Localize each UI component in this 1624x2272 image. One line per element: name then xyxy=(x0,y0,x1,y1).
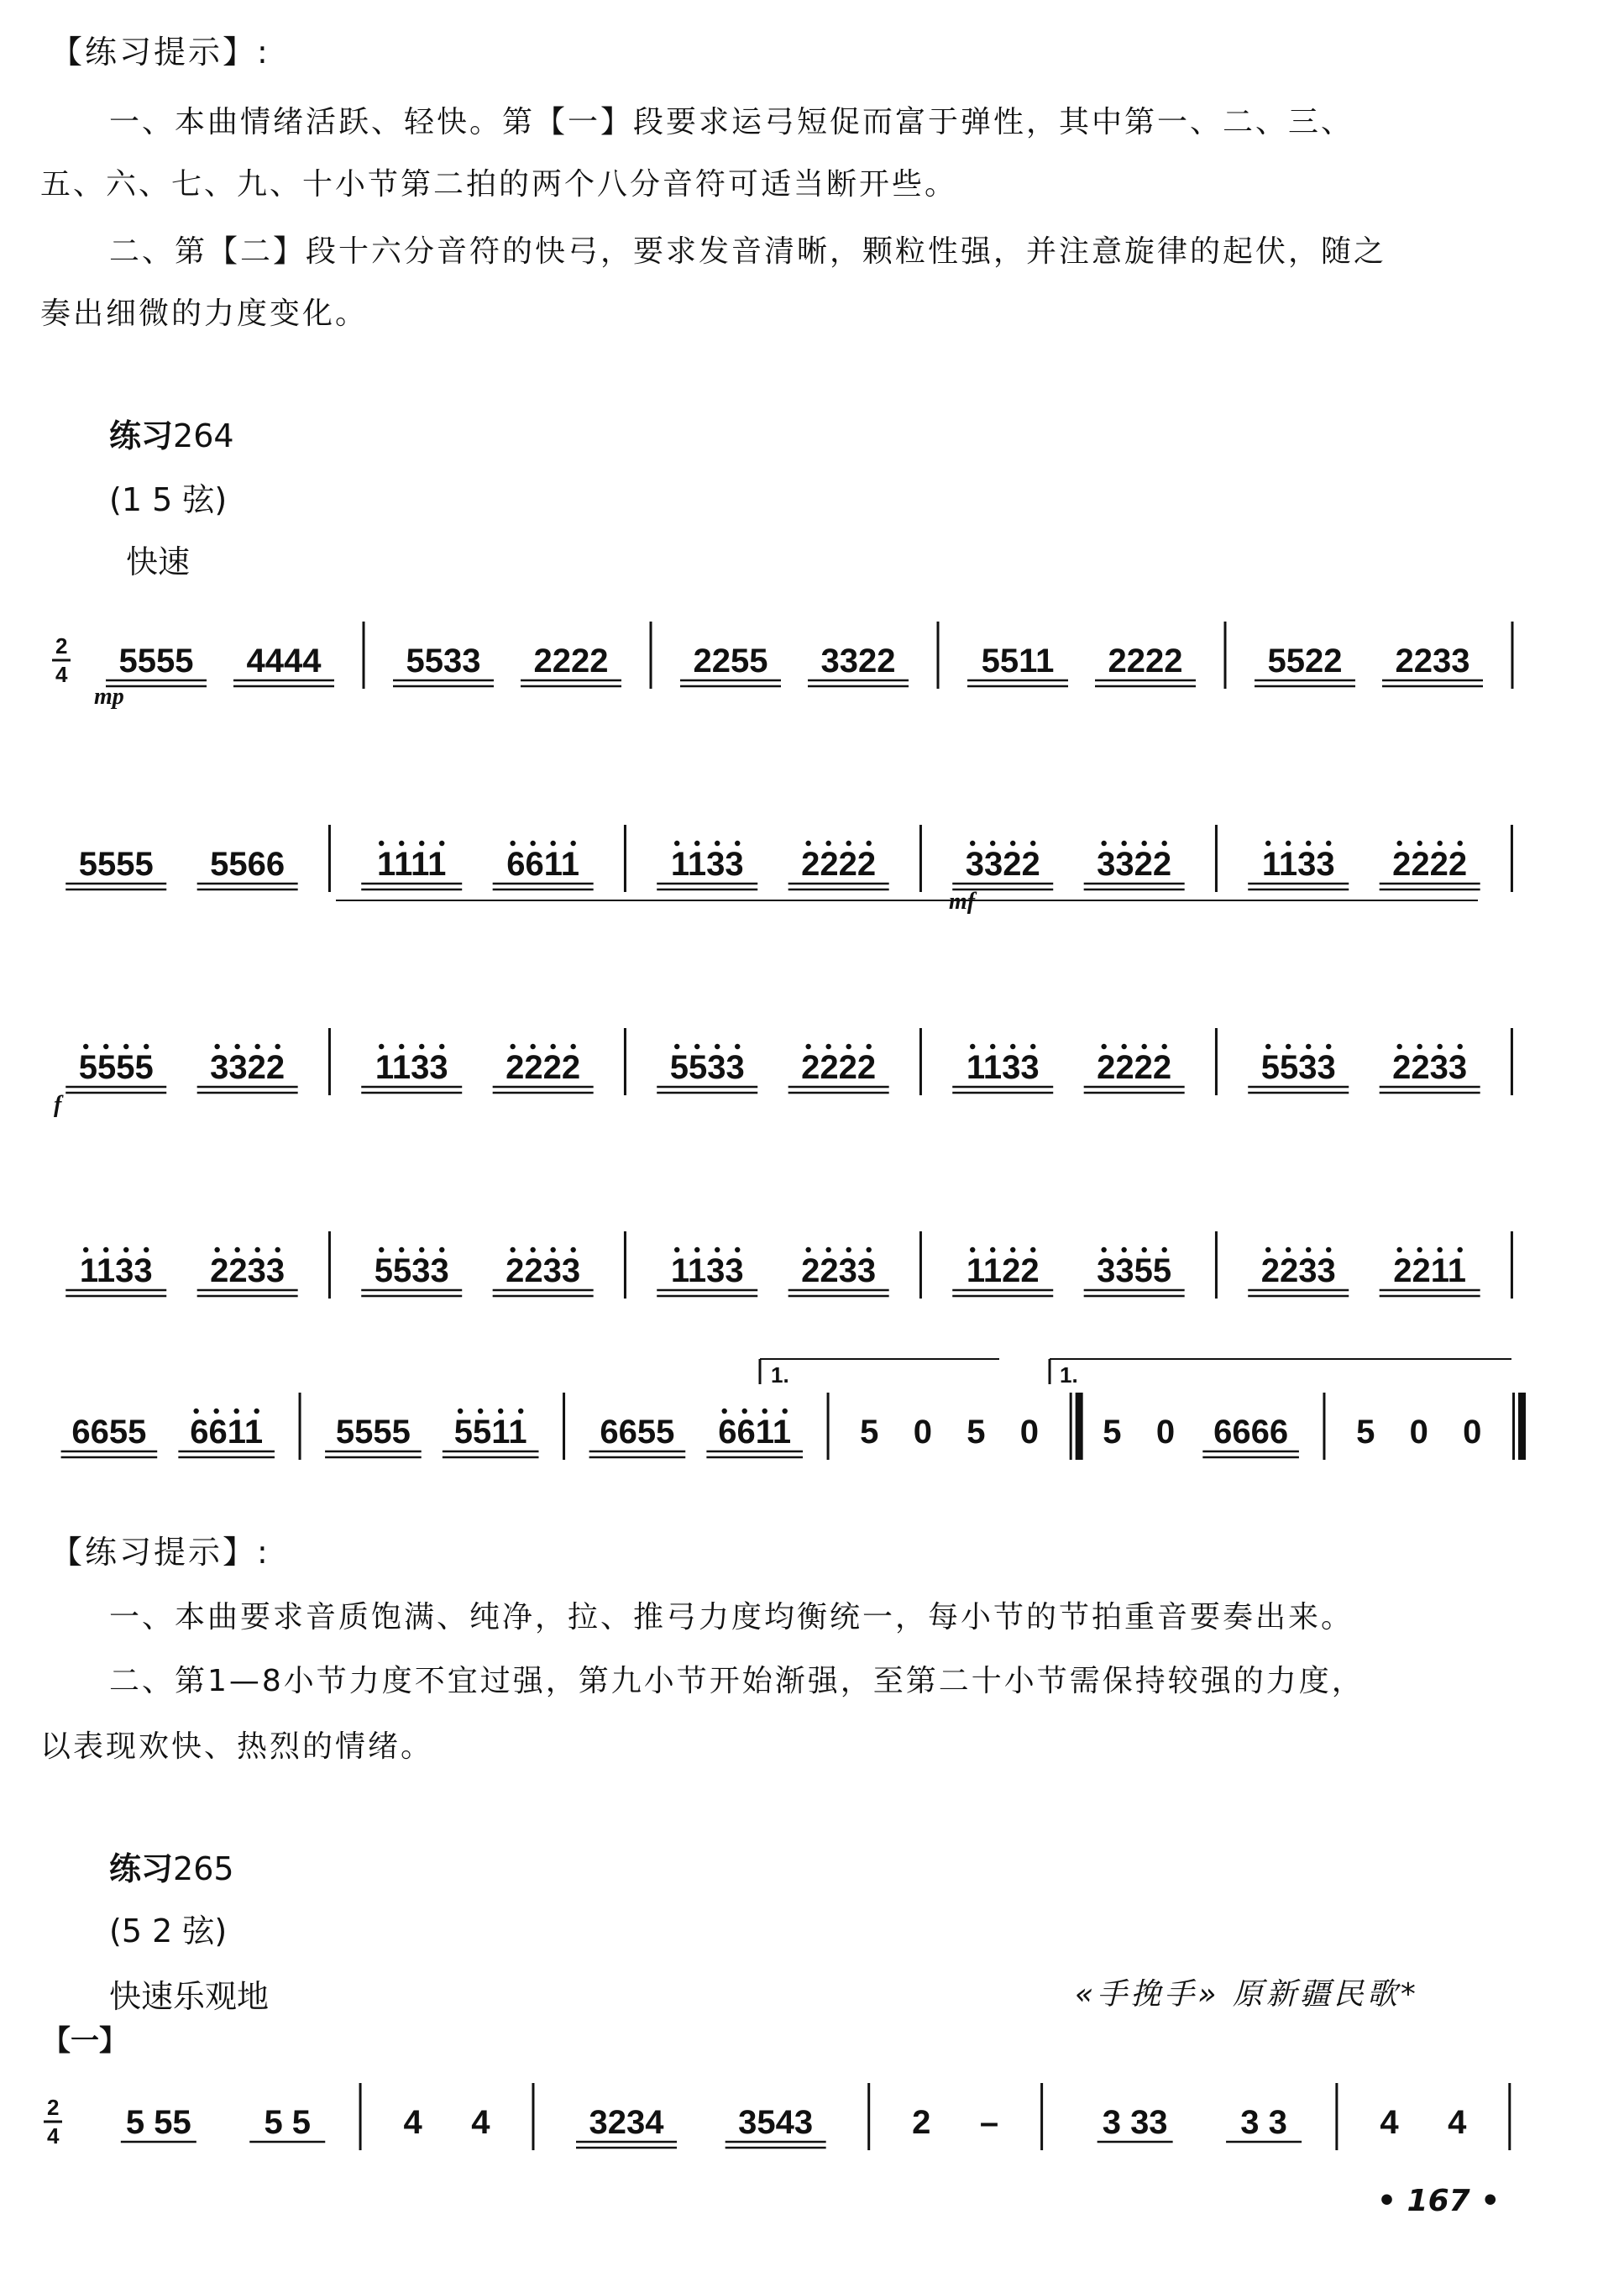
svg-text:2233: 2233 xyxy=(1260,1252,1336,1289)
svg-text:2222: 2222 xyxy=(801,1049,877,1086)
svg-text:6655: 6655 xyxy=(600,1414,675,1451)
note-group xyxy=(912,2104,930,2141)
svg-text:1133: 1133 xyxy=(966,1049,1040,1086)
note-group xyxy=(197,1247,298,1296)
note-group xyxy=(657,1044,757,1093)
svg-text:5: 5 xyxy=(1356,1414,1375,1451)
note-group xyxy=(1095,643,1196,686)
dynamic-mp: mp xyxy=(94,684,124,710)
note-group xyxy=(788,841,889,889)
svg-text:6611: 6611 xyxy=(190,1414,264,1451)
note-group xyxy=(860,1414,878,1451)
svg-text:3355: 3355 xyxy=(1097,1252,1172,1289)
svg-text:5511: 5511 xyxy=(981,643,1055,680)
note-group xyxy=(1202,1414,1299,1457)
score-row-5 xyxy=(0,1351,1624,1502)
string-indication: (5 2 弦) xyxy=(109,1913,228,1949)
svg-text:5511: 5511 xyxy=(453,1414,527,1451)
hint-paragraph: 奏出细微的力度变化。 xyxy=(40,296,369,331)
svg-text:1.: 1. xyxy=(771,1362,789,1388)
dynamic-f: f xyxy=(54,1092,62,1118)
svg-text:4: 4 xyxy=(471,2104,490,2141)
source-credit: «手挽手» 原新疆民歌* xyxy=(1075,1977,1419,2012)
svg-text:3 3: 3 3 xyxy=(1240,2104,1287,2141)
svg-text:0: 0 xyxy=(913,1414,932,1451)
svg-text:5555: 5555 xyxy=(78,846,154,883)
note-group xyxy=(589,1414,686,1457)
note-group xyxy=(471,2104,490,2141)
dynamic-mf: mf xyxy=(949,889,976,915)
hint-paragraph: 一、本曲情绪活跃、轻快。第【一】段要求运弓短促而富于弹性，其中第一、二、三、 xyxy=(109,105,1354,139)
svg-text:5555: 5555 xyxy=(118,643,194,680)
note-group xyxy=(233,643,334,686)
note-group xyxy=(65,1247,166,1296)
note-group xyxy=(967,1414,985,1451)
svg-text:5555: 5555 xyxy=(335,1414,411,1451)
note-group xyxy=(1410,1414,1428,1451)
hint-paragraph: 五、六、七、九、十小节第二拍的两个八分音符可适当断开些。 xyxy=(40,167,958,202)
hint-paragraph: 二、第【二】段十六分音符的快弓，要求发音清晰，颗粒性强，并注意旋律的起伏，随之 xyxy=(109,234,1387,269)
note-group xyxy=(1156,1414,1175,1451)
note-group xyxy=(1084,841,1185,889)
svg-text:2222: 2222 xyxy=(533,643,609,680)
note-group xyxy=(1463,1414,1481,1451)
svg-text:5533: 5533 xyxy=(406,643,481,680)
svg-text:5522: 5522 xyxy=(1267,643,1343,680)
note-group xyxy=(1380,1044,1480,1093)
svg-text:1133: 1133 xyxy=(670,846,744,883)
svg-text:4: 4 xyxy=(55,662,68,687)
svg-text:1122: 1122 xyxy=(966,1252,1040,1289)
note-group xyxy=(361,1247,462,1296)
svg-text:3322: 3322 xyxy=(820,643,896,680)
svg-text:5 55: 5 55 xyxy=(125,2104,191,2141)
section-marker: 【一】 xyxy=(42,2024,128,2058)
note-group xyxy=(914,1414,932,1451)
hint-paragraph: 以表现欢快、热烈的情绪。 xyxy=(40,1729,434,1764)
svg-text:2233: 2233 xyxy=(1392,1049,1468,1086)
exercise-title: 练习265 xyxy=(109,1850,234,1887)
svg-text:5533: 5533 xyxy=(1260,1049,1336,1086)
note-group xyxy=(1098,2104,1173,2142)
svg-text:0: 0 xyxy=(1155,1414,1176,1451)
score-row-265 xyxy=(0,2049,1624,2167)
score-row-2 xyxy=(0,783,1624,926)
note-group xyxy=(1248,841,1349,889)
volta-2 xyxy=(1050,1359,1511,1388)
note-group xyxy=(680,643,781,686)
svg-text:3322: 3322 xyxy=(1097,846,1172,883)
svg-text:4: 4 xyxy=(1380,2104,1399,2141)
score-row-3 xyxy=(0,986,1624,1129)
hint-paragraph: 二、第1—8小节力度不宜过强，第九小节开始渐强，至第二十小节需保持较强的力度， xyxy=(109,1664,1365,1698)
svg-text:0: 0 xyxy=(1409,1414,1428,1451)
time-signature xyxy=(52,633,71,687)
note-group xyxy=(1084,1247,1185,1296)
note-group xyxy=(967,643,1068,686)
svg-text:5533: 5533 xyxy=(374,1252,449,1289)
svg-text:4444: 4444 xyxy=(246,643,322,680)
svg-text:6611: 6611 xyxy=(506,846,580,883)
note-group xyxy=(1380,841,1480,889)
note-group xyxy=(178,1409,275,1457)
svg-text:1133: 1133 xyxy=(79,1252,153,1289)
svg-text:2211: 2211 xyxy=(1393,1252,1467,1289)
note-group xyxy=(980,2104,998,2141)
svg-text:2222: 2222 xyxy=(1108,643,1183,680)
note-group xyxy=(361,1044,462,1093)
note-group xyxy=(808,643,909,686)
svg-text:2233: 2233 xyxy=(1395,643,1470,680)
svg-text:5566: 5566 xyxy=(210,846,286,883)
svg-text:6655: 6655 xyxy=(71,1414,147,1451)
svg-text:1133: 1133 xyxy=(1261,846,1335,883)
svg-text:4: 4 xyxy=(403,2104,422,2141)
note-group xyxy=(952,1247,1053,1296)
svg-text:2233: 2233 xyxy=(210,1252,286,1289)
svg-text:6611: 6611 xyxy=(718,1414,792,1451)
note-group xyxy=(521,643,621,686)
note-group xyxy=(106,643,207,686)
note-group xyxy=(1380,1247,1480,1296)
note-group xyxy=(788,1247,889,1296)
note-group xyxy=(576,2104,677,2148)
svg-text:2222: 2222 xyxy=(506,1049,581,1086)
svg-text:3322: 3322 xyxy=(965,846,1040,883)
note-group xyxy=(1226,2104,1302,2142)
note-group xyxy=(443,1409,539,1457)
note-group xyxy=(493,841,594,889)
score-row-1 xyxy=(0,580,1624,722)
svg-text:3543: 3543 xyxy=(738,2104,814,2141)
note-group xyxy=(65,1044,166,1093)
note-group xyxy=(393,643,494,686)
note-group xyxy=(1020,1414,1039,1451)
volta-1 xyxy=(760,1359,999,1388)
hint-paragraph: 一、本曲要求音质饱满、纯净，拉、推弓力度均衡统一，每小节的节拍重音要奏出来。 xyxy=(109,1600,1354,1634)
note-group xyxy=(1084,1044,1185,1093)
note-group xyxy=(1248,1247,1349,1296)
svg-text:5: 5 xyxy=(860,1414,879,1451)
svg-text:2233: 2233 xyxy=(506,1252,581,1289)
note-group xyxy=(121,2104,196,2142)
svg-text:3 33: 3 33 xyxy=(1102,2104,1168,2141)
note-group xyxy=(61,1414,158,1457)
practice-hint-title: 【练习提示】: xyxy=(50,34,270,71)
note-group xyxy=(657,1247,757,1296)
note-group xyxy=(1103,1414,1121,1451)
string-indication: (1 5 弦) xyxy=(109,481,228,518)
note-group xyxy=(952,1044,1053,1093)
exercise-title: 练习264 xyxy=(109,417,234,454)
svg-text:2: 2 xyxy=(912,2104,931,2141)
note-group xyxy=(404,2104,423,2141)
note-group xyxy=(1356,1414,1375,1451)
note-group xyxy=(1248,1044,1349,1093)
note-group xyxy=(197,1044,298,1093)
svg-text:5 5: 5 5 xyxy=(264,2104,312,2141)
svg-text:2222: 2222 xyxy=(1392,846,1468,883)
note-group xyxy=(706,1409,803,1457)
svg-text:1111: 1111 xyxy=(377,846,447,883)
practice-hint-title: 【练习提示】: xyxy=(50,1534,270,1571)
svg-text:4: 4 xyxy=(1448,2104,1467,2141)
svg-text:1.: 1. xyxy=(1060,1362,1078,1388)
note-group xyxy=(1448,2104,1467,2141)
note-group xyxy=(493,1247,594,1296)
page-number: • 167 • xyxy=(1377,2184,1501,2218)
svg-text:0: 0 xyxy=(1463,1414,1482,1451)
svg-text:1133: 1133 xyxy=(670,1252,744,1289)
svg-text:5533: 5533 xyxy=(669,1049,745,1086)
note-group xyxy=(65,846,166,889)
svg-text:2255: 2255 xyxy=(693,643,768,680)
svg-text:3322: 3322 xyxy=(210,1049,286,1086)
note-group xyxy=(249,2104,325,2142)
svg-text:2222: 2222 xyxy=(801,846,877,883)
svg-text:2222: 2222 xyxy=(1097,1049,1172,1086)
note-group xyxy=(1382,643,1483,686)
note-group xyxy=(1380,2104,1399,2141)
svg-text:5: 5 xyxy=(1103,1414,1122,1451)
svg-text:6666: 6666 xyxy=(1213,1414,1289,1451)
svg-text:1133: 1133 xyxy=(375,1049,448,1086)
score-row-4 xyxy=(0,1189,1624,1332)
svg-text:2: 2 xyxy=(55,633,68,659)
svg-text:0: 0 xyxy=(1019,1414,1040,1451)
note-group xyxy=(1255,643,1355,686)
svg-text:–: – xyxy=(979,2104,999,2141)
svg-text:2233: 2233 xyxy=(801,1252,877,1289)
note-group xyxy=(325,1414,422,1457)
note-group xyxy=(361,841,462,889)
note-group xyxy=(788,1044,889,1093)
note-group xyxy=(952,841,1053,889)
svg-text:4: 4 xyxy=(47,2123,60,2149)
svg-text:3234: 3234 xyxy=(589,2104,664,2141)
svg-text:5: 5 xyxy=(967,1414,986,1451)
svg-text:5555: 5555 xyxy=(78,1049,154,1086)
note-group xyxy=(197,846,298,889)
time-signature xyxy=(44,2095,62,2149)
note-group xyxy=(657,841,757,889)
tempo-marking: 快速乐观地 xyxy=(109,1978,270,2015)
note-group xyxy=(726,2104,826,2148)
note-group xyxy=(493,1044,594,1093)
svg-text:2: 2 xyxy=(47,2095,60,2120)
tempo-marking: 快速 xyxy=(126,543,191,580)
